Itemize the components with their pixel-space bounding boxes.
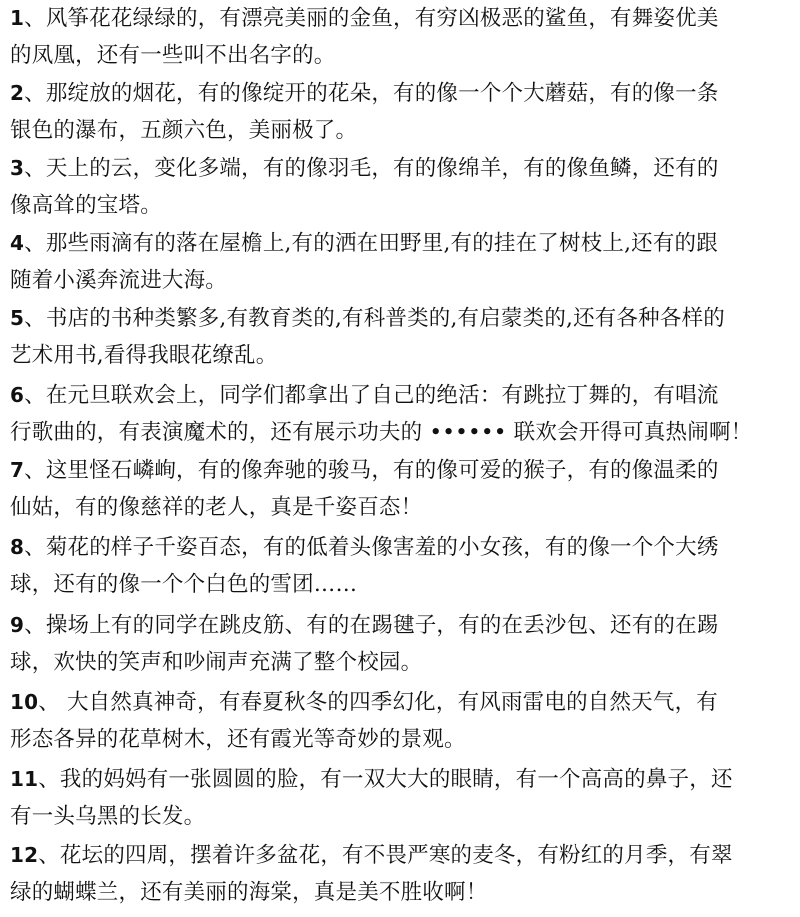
item-line [10, 300, 792, 337]
item-text: 球，欢快的笑声和吵闹声充满了整个校园。 [10, 650, 423, 675]
item-text: 球，还有的像一个个白色的雪团…… [10, 572, 358, 597]
item-number: 6 [10, 383, 25, 407]
item-line [10, 761, 792, 798]
item-number: 11 [10, 767, 39, 791]
item-text: 、这里怪石嶙峋，有的像奔驰的骏马，有的像可爱的猴子，有的像温柔的 [24, 458, 719, 483]
item-text: 艺术用书,看得我眼花缭乱。 [10, 343, 278, 368]
item-text: 像高耸的宝塔。 [10, 193, 162, 218]
item-line [10, 684, 792, 721]
list-item [10, 300, 792, 374]
item-line [10, 0, 792, 37]
list-item [10, 377, 792, 451]
item-line [10, 150, 792, 187]
item-text: 、菊花的样子千姿百态，有的低着头像害羞的小女孩，有的像一个个大绣 [24, 535, 719, 560]
list-item [10, 452, 792, 526]
item-line [10, 837, 792, 874]
list-item [10, 529, 792, 603]
item-text: 、我的妈妈有一张圆圆的脸，有一双大大的眼睛，有一个高高的鼻子，还 [38, 767, 733, 792]
item-number: 1 [10, 6, 25, 30]
item-text: 、操场上有的同学在跳皮筋、有的在踢毽子，有的在丢沙包、还有的在踢 [24, 613, 719, 638]
item-line [10, 225, 792, 262]
item-text: 仙姑，有的像慈祥的老人，真是千姿百态！ [10, 495, 423, 520]
item-number: 5 [10, 306, 25, 330]
item-text: 、 大自然真神奇，有春夏秋冬的四季幻化，有风雨雷电的自然天气，有 [38, 690, 718, 715]
item-text: 、那些雨滴有的落在屋檐上,有的洒在田野里,有的挂在了树枝上,还有的跟 [24, 231, 718, 256]
item-number: 9 [10, 613, 25, 637]
item-number: 2 [10, 81, 25, 105]
item-text: 形态各异的花草树木，还有霞光等奇妙的景观。 [10, 727, 466, 752]
item-line [10, 529, 792, 566]
list-item [10, 75, 792, 149]
list-item [10, 607, 792, 681]
item-line [10, 452, 792, 489]
item-line [10, 377, 792, 414]
item-text: 、风筝花花绿绿的，有漂亮美丽的金鱼，有穷凶极恶的鲨鱼，有舞姿优美 [24, 6, 719, 31]
list-item [10, 761, 792, 835]
item-number: 8 [10, 535, 25, 559]
item-number: 7 [10, 458, 25, 482]
item-text: 、书店的书种类繁多,有教育类的,有科普类的,有启蒙类的,还有各种各样的 [24, 306, 725, 331]
item-text: 、在元旦联欢会上，同学们都拿出了自己的绝活：有跳拉丁舞的，有唱流 [24, 383, 719, 408]
item-text: 银色的瀑布，五颜六色，美丽极了。 [10, 118, 358, 143]
item-line [10, 607, 792, 644]
item-line [10, 75, 792, 112]
item-number: 4 [10, 231, 25, 255]
item-number: 3 [10, 156, 25, 180]
list-item [10, 0, 792, 74]
item-text: 的凤凰，还有一些叫不出名字的。 [10, 43, 336, 68]
list-item [10, 684, 792, 758]
item-text: 、天上的云，变化多端，有的像羽毛，有的像绵羊，有的像鱼鳞，还有的 [24, 156, 719, 181]
item-text: 有一头乌黑的长发。 [10, 804, 206, 829]
item-text: 、花坛的四周，摆着许多盆花，有不畏严寒的麦冬，有粉红的月季，有翠 [38, 843, 733, 868]
item-number: 10 [10, 690, 39, 714]
list-item [10, 837, 792, 911]
item-text: 、那绽放的烟花，有的像绽开的花朵，有的像一个个大蘑菇，有的像一条 [24, 81, 719, 106]
item-text: 行歌曲的，有表演魔术的，还有展示功夫的 •••••• 联欢会开得可真热闹啊！ [10, 420, 753, 445]
list-item [10, 225, 792, 299]
item-number: 12 [10, 843, 39, 867]
item-text: 绿的蝴蝶兰，还有美丽的海棠，真是美不胜收啊！ [10, 880, 488, 905]
list-item [10, 150, 792, 224]
item-text: 随着小溪奔流进大海。 [10, 268, 228, 293]
